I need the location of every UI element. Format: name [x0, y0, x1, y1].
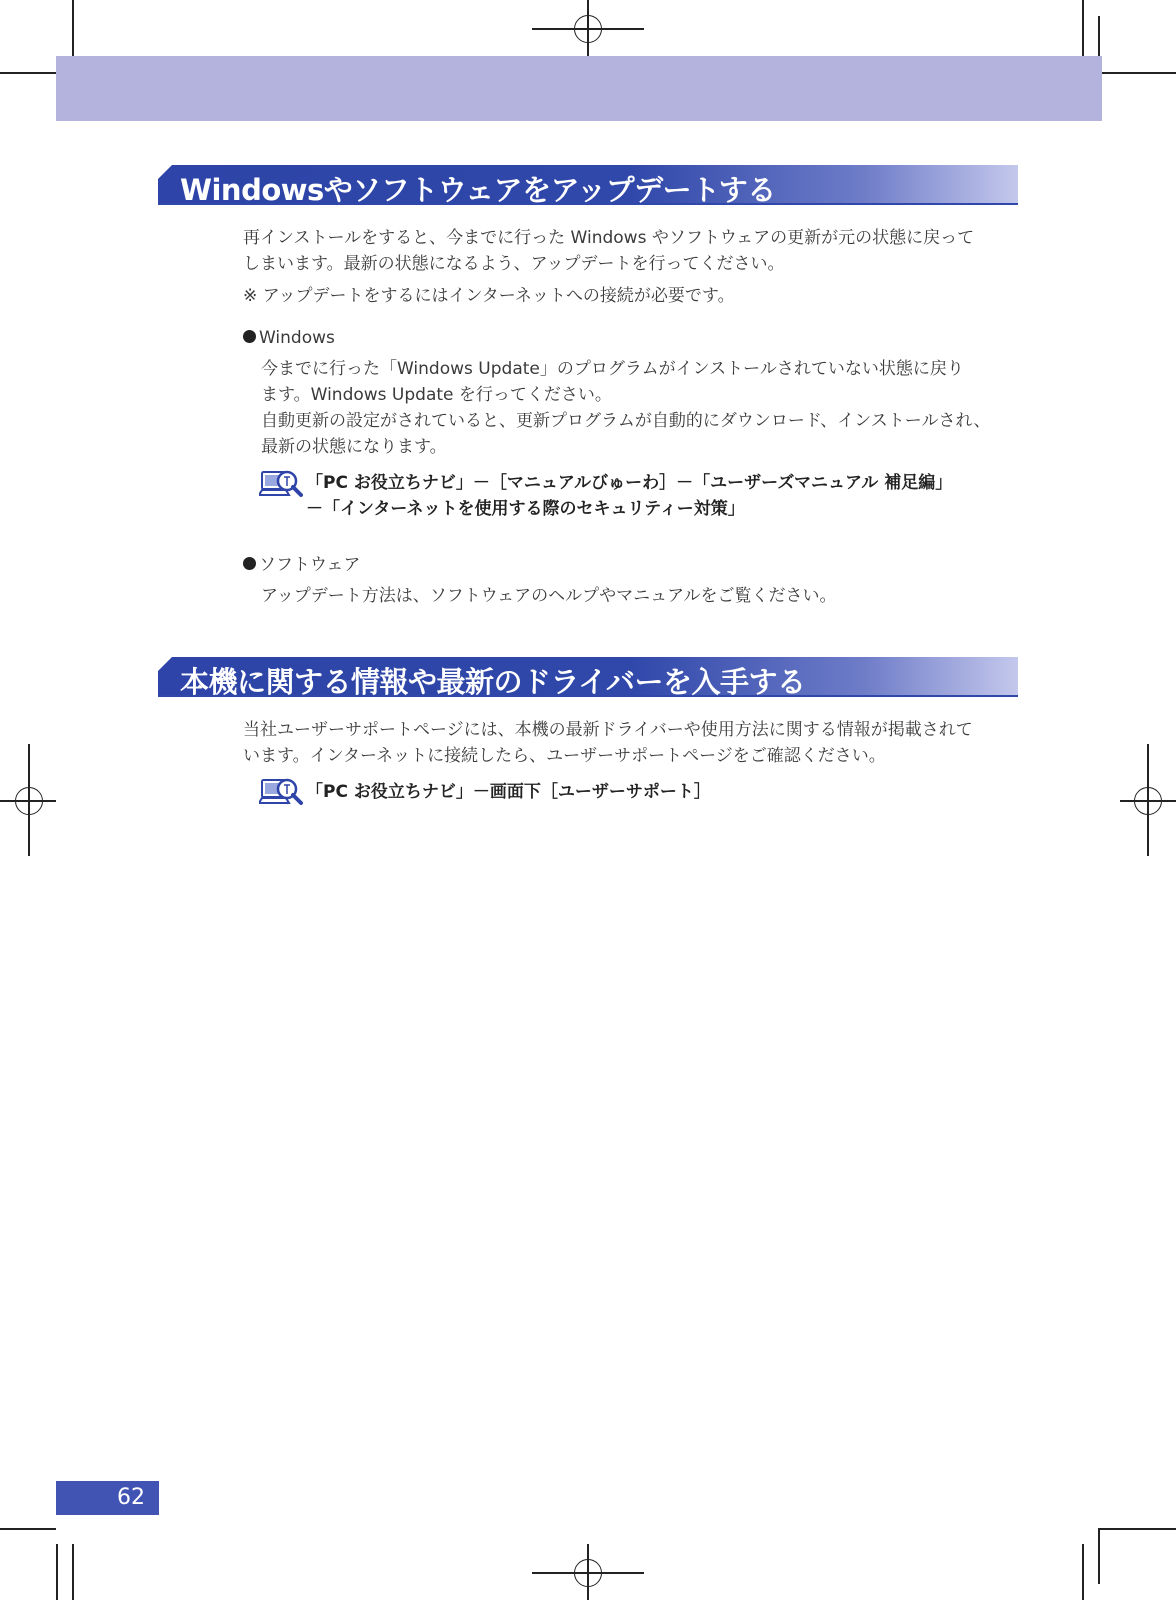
- top-band: [56, 56, 1102, 121]
- body-line: ます。Windows Update を行ってください。: [261, 385, 612, 405]
- reference-line: 「PC お役立ちナビ」－［マニュアルびゅーわ］－「ユーザーズマニュアル 補足編」: [306, 473, 953, 493]
- body-line: 当社ユーザーサポートページには、本機の最新ドライバーや使用方法に関する情報が掲載されて: [243, 720, 973, 740]
- body-line: 最新の状態になります。: [261, 437, 447, 457]
- page-number-box: [56, 1481, 159, 1515]
- windows-reference: [306, 470, 952, 522]
- body-line: 自動更新の設定がされていると、更新プログラムが自動的にダウンロード、インストールされ、: [261, 411, 991, 431]
- body-line: 今までに行った「Windows Update」のプログラムがインストールされていない状態に戻り: [261, 359, 964, 379]
- section1-header: [158, 165, 1018, 205]
- reference-pc-icon: [259, 776, 303, 812]
- reference-pc-icon: [259, 468, 303, 504]
- intro-line: しまいます。最新の状態になるよう、アップデートを行ってください。: [243, 254, 785, 274]
- body-line: います。インターネットに接続したら、ユーザーサポートページをご確認ください。: [243, 746, 886, 766]
- section1-note: ※ アップデートをするにはインターネットへの接続が必要です。: [243, 286, 735, 306]
- intro-line: 再インストールをすると、今までに行った Windows やソフトウェアの更新が元の状態に戻って: [243, 228, 975, 248]
- software-heading: ソフトウェア: [243, 552, 360, 578]
- section2-title: 本機に関する情報や最新のドライバーを入手する: [180, 665, 806, 699]
- windows-body: [261, 356, 990, 460]
- bullet-icon: [243, 557, 256, 570]
- reference-line: －「インターネットを使用する際のセキュリティー対策」: [306, 499, 745, 519]
- section2-reference: 「PC お役立ちナビ」－画面下［ユーザーサポート］: [306, 782, 711, 802]
- software-body: アップデート方法は、ソフトウェアのヘルプやマニュアルをご覧ください。: [261, 586, 837, 606]
- bullet-icon: [243, 330, 256, 343]
- section1-title: Windowsやソフトウェアをアップデートする: [180, 173, 776, 207]
- windows-heading: Windows: [243, 325, 335, 351]
- page-number: 62: [117, 1485, 145, 1510]
- section2-header: [158, 657, 1018, 697]
- section1-intro: [243, 225, 974, 277]
- section2-body: [243, 717, 973, 769]
